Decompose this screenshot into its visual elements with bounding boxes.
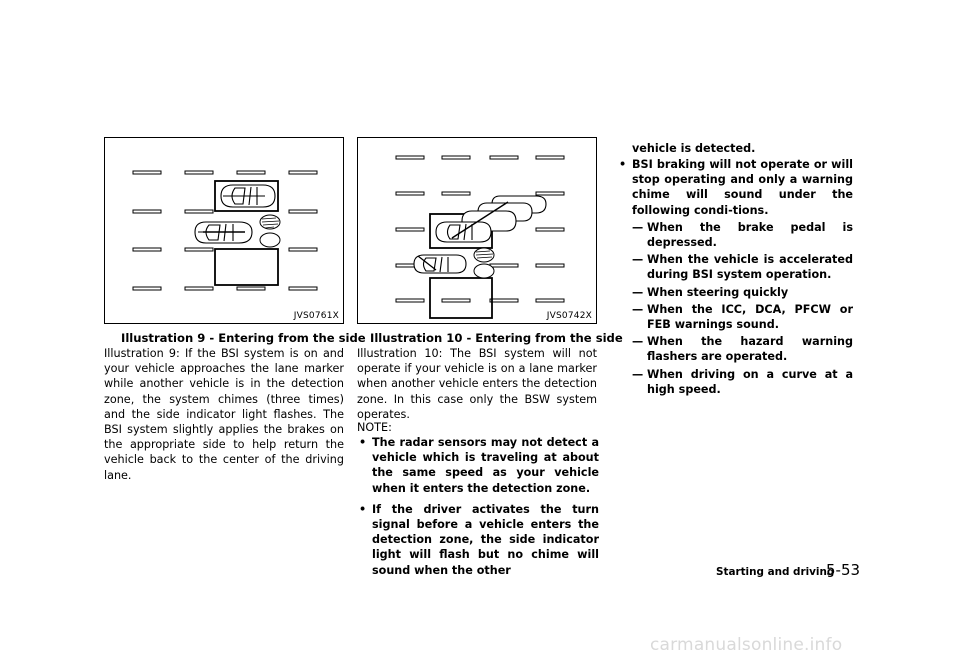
dash-icon: —: [632, 285, 644, 299]
figure-caption: Illustration 10 - Entering from the side: [370, 331, 623, 345]
indicator-off: [260, 233, 280, 247]
dash-icon: —: [632, 302, 644, 316]
note-list: [357, 435, 599, 578]
dash-icon: —: [632, 253, 644, 267]
bullet-icon: •: [619, 158, 627, 171]
condition-list: [632, 220, 853, 397]
bullet-icon: •: [359, 502, 367, 516]
watermark: carmanualsonline.info: [650, 635, 843, 655]
list-item: [632, 220, 853, 250]
condition-text: When the ICC, DCA, PFCW or FEB warnings sound.: [647, 302, 853, 332]
figure-caption: Illustration 9 - Entering from the side: [121, 331, 366, 345]
note-text: The radar sensors may not detect a vehicle which is traveling at about the same speed as your vehicle when it enters the detection zone.: [372, 436, 599, 495]
illustration-9-description: Illustration 9: If the BSI system is on and your vehicle approaches the lane marker while another vehicle is in the detection zone, the system chimes (three times) and the side indicator light flashes. The BSI system slightly applies the brakes on the appropriate side to help return the vehicle back to the center of the driving lane.: [104, 347, 344, 482]
list-item: [632, 252, 853, 282]
illustration-10-drawing: [358, 138, 598, 325]
dash-icon: —: [632, 220, 644, 234]
note-text: BSI braking will not operate or will stop operating and only a warning chime will sound under the following condi-tions.: [632, 158, 853, 217]
bullet-icon: •: [359, 436, 367, 449]
footer-section-title: Starting and driving: [716, 566, 835, 578]
dash-icon: —: [632, 367, 644, 381]
detection-zone-right: [430, 278, 492, 318]
list-item: [617, 157, 853, 397]
illustration-10-description: Illustration 10: The BSI system will not operate if your vehicle is on a lane marker when another vehicle enters the detection zone. In this case only the BSW system operates.: [357, 347, 597, 421]
page-number: 5-53: [826, 561, 861, 579]
note-continuation-block: [617, 141, 853, 156]
indicator-off: [474, 264, 494, 278]
own-vehicle: [195, 222, 252, 243]
list-item: [632, 367, 853, 397]
entering-vehicle: [436, 196, 546, 242]
condition-text: When driving on a curve at a high speed.: [647, 367, 853, 396]
note-heading: NOTE:: [357, 421, 392, 434]
detection-zone-right: [215, 249, 278, 285]
other-vehicle: [221, 185, 275, 207]
list-item: [357, 435, 599, 496]
condition-text: When the hazard warning flashers are operated.: [647, 335, 853, 364]
dash-icon: —: [632, 335, 644, 349]
note-continuation: vehicle is detected.: [632, 142, 756, 155]
illustration-10: [357, 137, 597, 324]
condition-text: When the brake pedal is depressed.: [647, 220, 853, 250]
list-item: [632, 334, 853, 364]
condition-text: When steering quickly: [647, 285, 789, 299]
illustration-9-drawing: [105, 138, 345, 325]
list-item: [357, 502, 599, 578]
condition-text: When the vehicle is accelerated during BSI system operation.: [647, 253, 853, 282]
figure-code: JVS0761X: [293, 311, 339, 321]
note-text: If the driver activates the turn signal before a vehicle enters the detection zone, the side indicator light will flash but no chime will sound when the other: [372, 502, 599, 577]
braking-list: [617, 157, 853, 397]
figure-code: JVS0742X: [546, 311, 592, 321]
list-item: [632, 302, 853, 332]
own-vehicle: [414, 255, 466, 273]
list-item: [632, 285, 853, 300]
illustration-9: [104, 137, 344, 324]
